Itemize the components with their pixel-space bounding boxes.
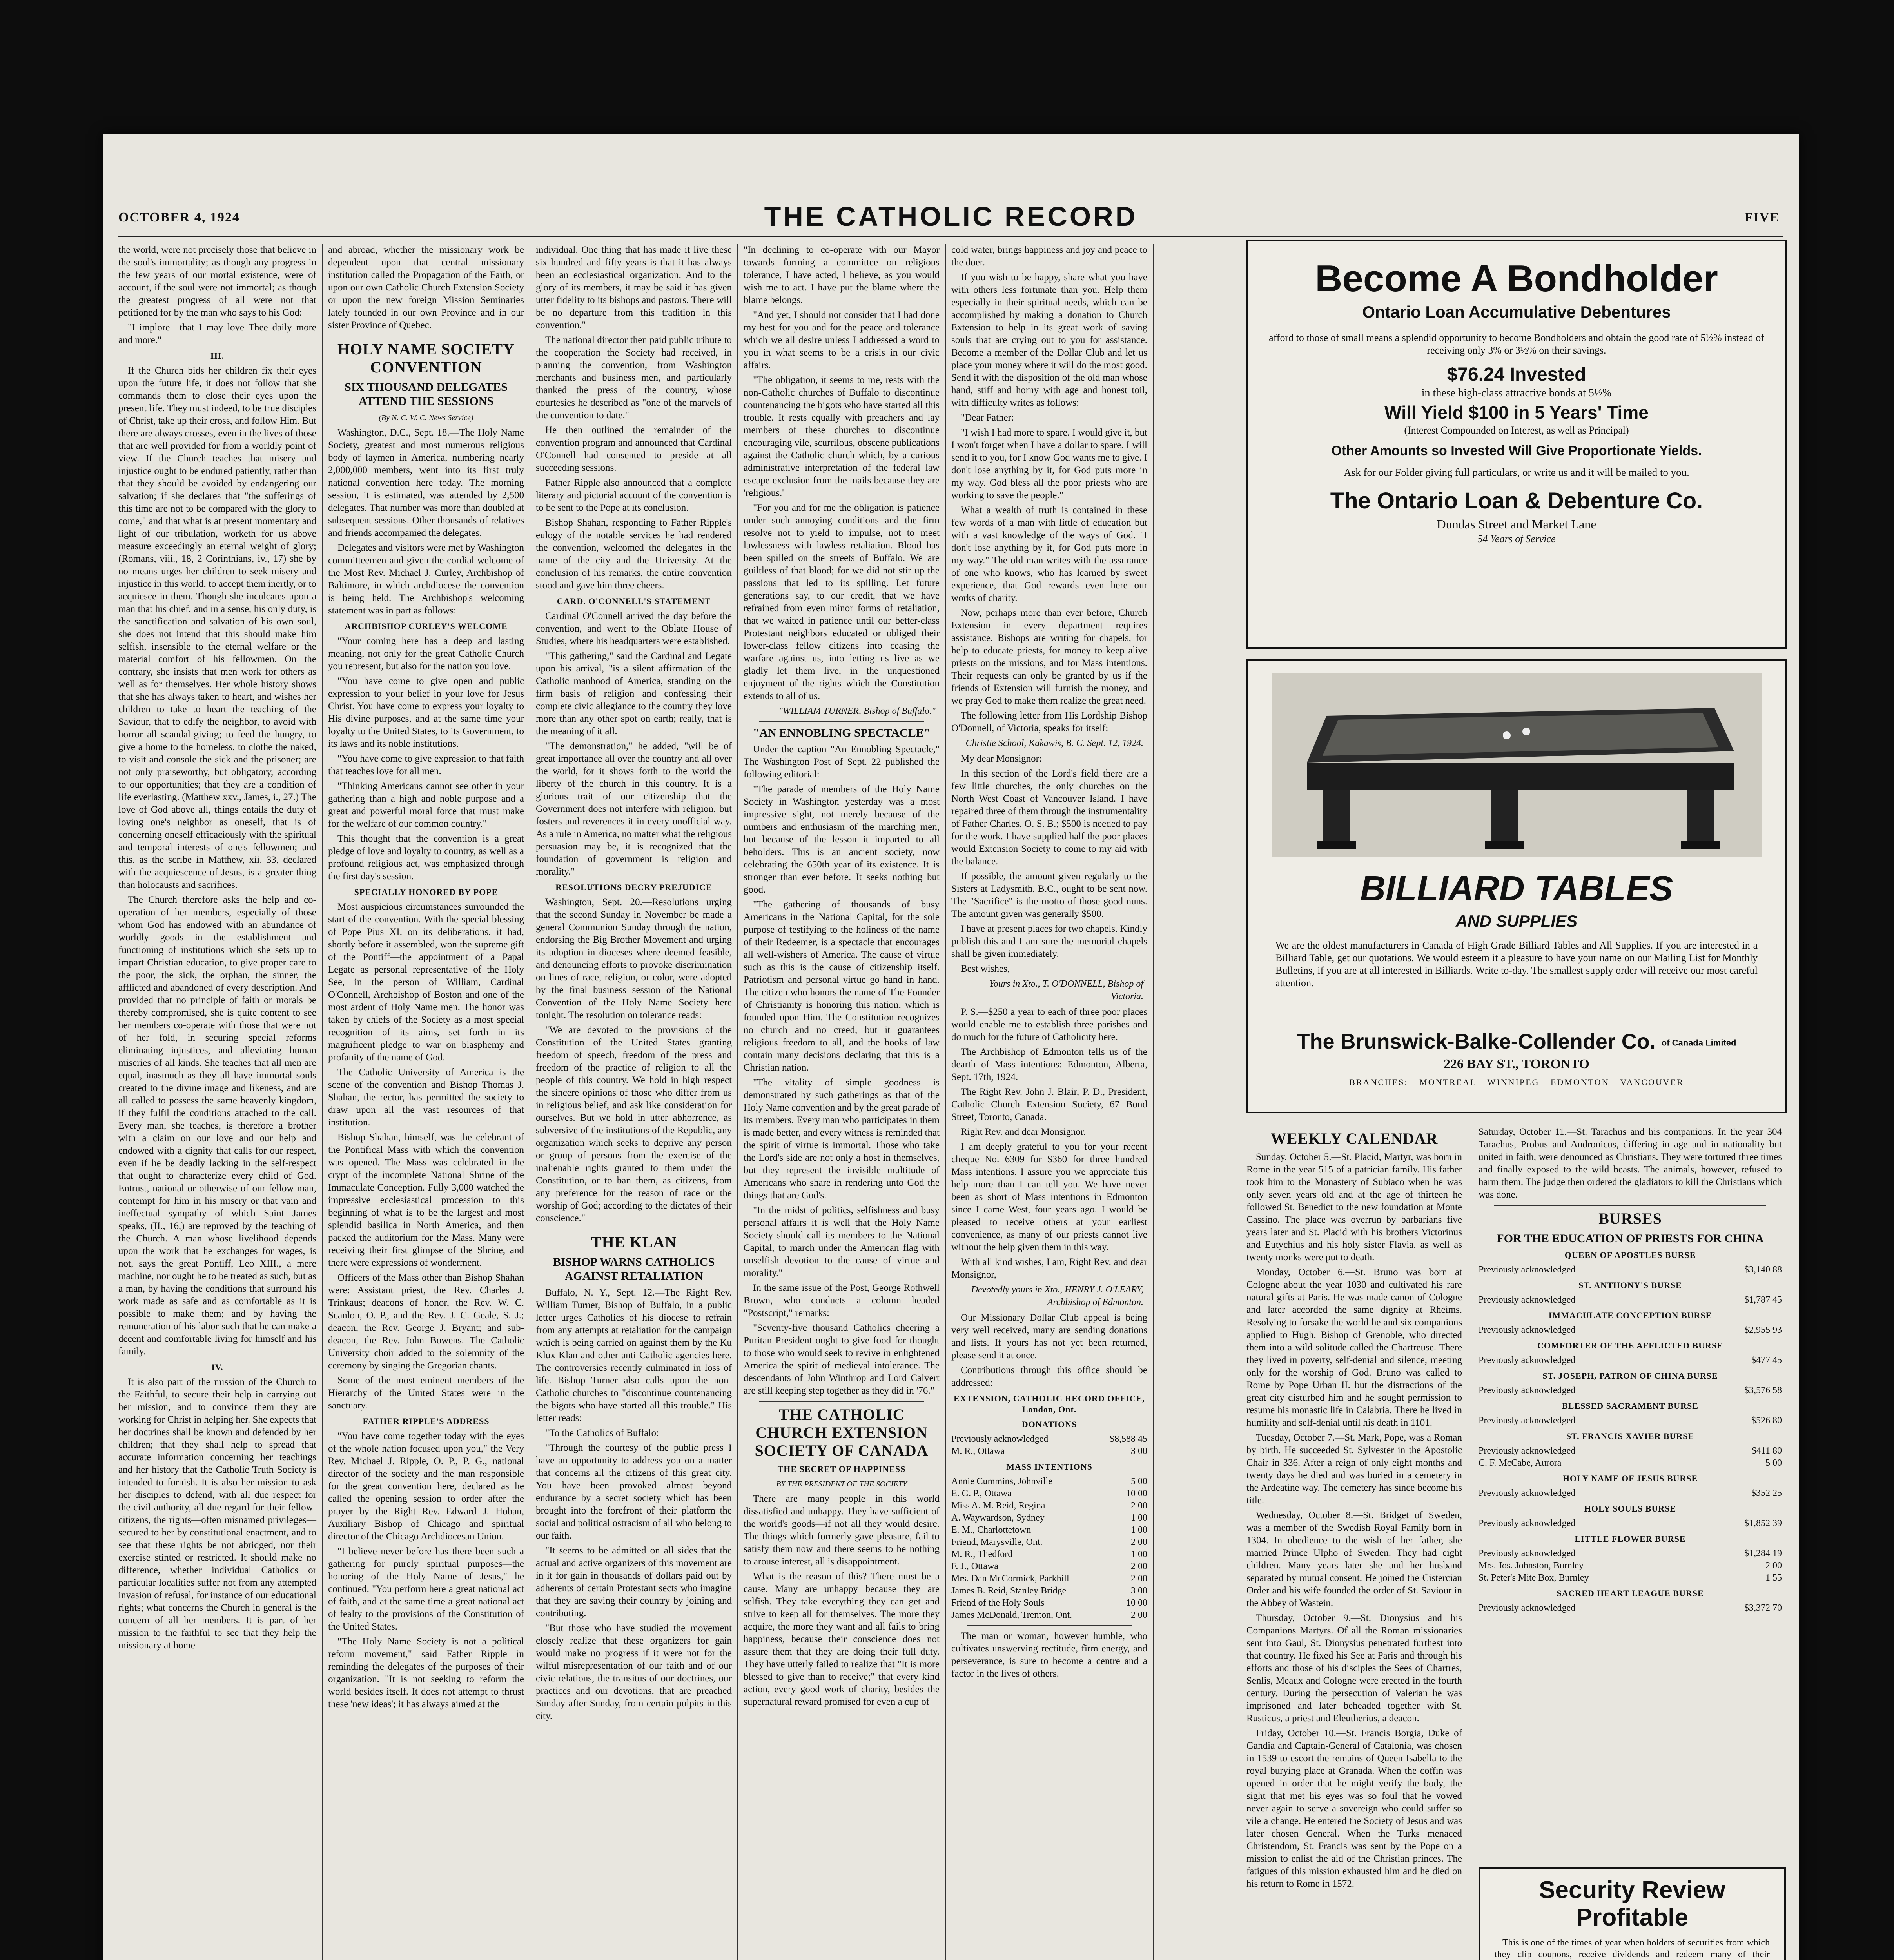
ledger-amount: 1 00 [1131, 1525, 1147, 1535]
ad-ask: Ask for our Folder giving full particulars, or write us and it will be mailed to you. [1344, 466, 1689, 478]
article-paragraph: "Dear Father: [961, 412, 1014, 423]
ledger-amount: $2,955 93 [1744, 1325, 1782, 1335]
article-paragraph: "But those who have studied the movement closely realize that these organizers for gain would make no progress if it were not for the wilful misrepresentation of our faith and of our civic relations, the transitus of our doctrines, our practices and our devotions, that are preached Sunday after Sunday, from certain pulpits in this city. [536, 1623, 732, 1721]
ad-company [1248, 1029, 1785, 1054]
article-paragraph: It is also part of the mission of the Church to the Faithful, to secure their help in carrying out her mission, and to convince them they are working for Christ in helping her. She expects that her doctrines shall be known and defended by her children; that they shall help to spread that accurate information concerning her teachings and her history that the Catholic Truth Society is intended to furnish. It is also her mission to ask her disciples to defend, with all due respect for the civil authority, all due regard for their fellow-citizens, the rights—often misnamed privileges—secured to her by constitutional enactment, and to see that these rights be not abridged, nor their exercise stinted or restricted. It should make no difference, whether individual Catholics or particular localities suffer not from any attempted invasion of refusal, for instance of our educational rights; what concerns the Church in general is the concern of all her members. It is part of her mission to the faithful to see that they help the missionary at home [118, 1377, 316, 1651]
mass-intention-row [951, 1585, 1147, 1597]
ad-ames-security-review [1479, 1867, 1786, 1960]
burse-title: HOLY NAME OF JESUS BURSE [1562, 1474, 1698, 1483]
article-paragraph: "In the midst of politics, selfishness and busy personal affairs it is well that the Holy Name Society should call its members to the National Capital, to march under the American flag with unselfish devotion to the cause of virtue and morality." [744, 1205, 940, 1278]
calendar-entry: Friday, October 10.—St. Francis Borgia, Duke of Gandia and Captain-General of Catalonia, was chosen in 1539 to escort the remains of Queen Isabella to the royal burying place at Granada. When the coffin was opened in order that he might verify the body, the sight that met his eyes was so foul that he vowed never again to serve a sovereign who could suffer so vile a change. He entered the Society of Jesus and was later chosen General. When the Turks menaced Christendom, St. Francis was sent by the Pope on a mission to enlist the aid of the Christian princes. The fatigues of this mission exhausted him and he died on his return to Rome in 1572. [1246, 1728, 1462, 1889]
ledger-amount: 1 00 [1131, 1513, 1147, 1523]
article-paragraph: Now, perhaps more than ever before, Church Extension in every department requires assistance. Bishops are writing for chapels, for help to educate priests, for money to keep alive priests on the missions, and for Mass intentions. Their requests can only be granted by us if the friends of Extension will furnish the money, and we pray God to make them realize the great need. [951, 608, 1147, 706]
calendar-entry: Thursday, October 9.—St. Dionysius and his Companions Martyrs. Of all the Roman missionaries sent into Gaul, St. Dionysius penetrated furthest into that country. He fixed his See at Paris and through his efforts and those of his disciples the Sees of Chartres, Senlis, Meaux and Cologne were erected in the fourth century. During the persecution of Valerian he was imprisoned and later beheaded together with St. Rusticus, a priest and Eleutherius, a deacon. [1246, 1613, 1462, 1724]
ad-ontario-loan [1246, 240, 1787, 649]
ad-address: 226 BAY ST., TORONTO [1444, 1057, 1589, 1071]
column-4 [744, 244, 946, 1960]
ledger-amount: 2 00 [1765, 1561, 1782, 1571]
mass-intention-row [951, 1573, 1147, 1585]
ledger-label: Previously acknowledged [1479, 1548, 1576, 1559]
issue-date: OCTOBER 4, 1924 [118, 210, 240, 225]
burse-row [1479, 1457, 1782, 1469]
subsection-heading: ARCHBISHOP CURLEY'S WELCOME [345, 621, 508, 631]
ledger-label: St. Peter's Mite Box, Burnley [1479, 1573, 1589, 1583]
burse-row [1479, 1517, 1782, 1530]
ledger-label: E. M., Charlottetown [951, 1525, 1031, 1535]
article-paragraph: "Your coming here has a deep and lasting meaning, not only for the great Catholic Church you represent, but also for the nation you love. [328, 636, 524, 671]
byline: (By N. C. W. C. News Service) [379, 414, 474, 422]
ad-branches: BRANCHES: MONTREAL WINNIPEG EDMONTON VANCOUVER [1349, 1077, 1684, 1087]
newspaper-page [103, 134, 1799, 1960]
subsection-heading: RESOLUTIONS DECRY PREJUDICE [555, 882, 712, 892]
burse-row [1479, 1572, 1782, 1584]
ad-billiard-tables [1246, 659, 1787, 1113]
divider [1494, 1205, 1766, 1206]
article-paragraph: "The Holy Name Society is not a political reform movement," said Father Ripple in reminding the delegates of the purposes of their organization. "It is not seeking to reform the world besides itself. It does not attempt to thrust these 'new ideas'; it has always aimed at the [328, 1636, 524, 1710]
ledger-label: Friend of the Holy Souls [951, 1598, 1045, 1608]
byline: BY THE PRESIDENT OF THE SOCIETY [776, 1480, 907, 1488]
burse-title: ST. FRANCIS XAVIER BURSE [1566, 1431, 1694, 1441]
ledger-label: A. Waywardson, Sydney [951, 1513, 1045, 1523]
article-paragraph: "It seems to be admitted on all sides that the actual and active organizers of this movement are in it for gain in thousands of dollars paid out by adherents of certain Protestant sects who imagine that they are saving their country by joining and contributing. [536, 1545, 732, 1619]
mass-intentions-list [951, 1475, 1147, 1621]
ledger-label: Previously acknowledged [1479, 1603, 1576, 1613]
ad-title: Security Review Profitable [1539, 1877, 1725, 1931]
burse-row [1479, 1602, 1782, 1614]
column-5 [951, 244, 1154, 1960]
article-paragraph: If possible, the amount given regularly to the Sisters at Ladysmith, B.C., ought to be sent now. The "Sacrifice" is the motto of those good nuns. The amount given was generally $500. [951, 871, 1147, 919]
burse-row [1479, 1445, 1782, 1457]
burse-title: IMMACULATE CONCEPTION BURSE [1548, 1310, 1712, 1320]
column-1 [118, 244, 323, 1960]
ledger-amount: 10 00 [1126, 1488, 1147, 1499]
ad-yield: Will Yield $100 in 5 Years' Time [1384, 402, 1649, 423]
article-paragraph: The Church therefore asks the help and co-operation of her members, especially of those whom God has endowed with an abundance of worldly goods in the establishment and functioning of institutions which she sets up to impart Christian education, to give proper care to the poor, the sick, the orphan, the sinner, the afflicted and abandoned of every description. And provided that no principle of faith or morals be thereby compromised, she is quite content to see her members co-operate with those that were not of her fold, in securing special reforms eliminating injustices, and alleviating human miseries of all kinds. She teaches that all men are equal, inasmuch as they all have immortal souls created to the divine image and likeness, and are all called to possess the same heavenly kingdom, if they fulfil the conditions attached to the call. Every man, she teaches, is therefore a brother with a claim on our love and our help and endowed with a dignity that calls for our respect, even if he be deadly lacking in the self-respect that ought to characterize every child of God. Entrust, national or otherwise of our fellow-man, contempt for him in his misery or that vain and ineffectual sympathy of which Saint James speaks, (II., 16,) are reproved by the teaching of the Church. A man whose livelihood depends upon the work that he exchanges for wages, is not, says the great Pontiff, Leo XIII., a mere machine, nor ought he to be treated as such, but as a man, by having the conditions that surround his work made as safe and as comfortable as it is possible to make them; and by having the remuneration of his labor such that he can make a decent and comfortable living for himself and his family. [118, 895, 316, 1357]
address-block: EXTENSION, CATHOLIC RECORD OFFICE, London, Ont. [954, 1394, 1145, 1414]
article-paragraph: The national director then paid public tribute to the cooperation the Society had received, in planning the convention, from Washington merchants and business men, and particularly thanked the press of the country, whose courtesies he described as "one of the marvels of the convention to date." [536, 335, 732, 421]
section-numeral: III. [210, 351, 225, 361]
donation-row [951, 1433, 1147, 1445]
ad-body [1495, 1937, 1770, 1960]
ad-amount: $76.24 Invested [1447, 364, 1586, 385]
column-weekly-calendar [1246, 1126, 1468, 1960]
donation-row [951, 1445, 1147, 1457]
ad-subtitle: AND SUPPLIES [1455, 912, 1578, 930]
article-paragraph: Bishop Shahan, responding to Father Ripple's eulogy of the notable services he had rendered the convention, welcomed the delegates in the name of the city and the University. At the conclusion of his remarks, the entire convention stood and gave him three cheers. [536, 517, 732, 591]
article-paragraph: The Catholic University of America is the scene of the convention and Bishop Thomas J. Shahan, the rector, has permitted the society to draw upon all the vast resources of that institution. [328, 1067, 524, 1128]
ledger-label: Annie Cummins, Johnville [951, 1476, 1052, 1486]
burse-row [1479, 1324, 1782, 1336]
burse-row [1479, 1294, 1782, 1306]
ledger-label: Previously acknowledged [1479, 1518, 1576, 1528]
article-paragraph: "You have come to give expression to that faith that teaches love for all men. [328, 753, 524, 777]
column-3 [536, 244, 738, 1960]
article-paragraph: I have at present places for two chapels. Kindly publish this and I am sure the memorial chapels shall be given immediately. [951, 924, 1147, 959]
ledger-label: Previously acknowledged [1479, 1488, 1576, 1498]
ledger-label: Previously acknowledged [1479, 1295, 1576, 1305]
article-paragraph: What a wealth of truth is contained in these few words of a man with little of education but with a vast knowledge of the ways of God. "I don't lose anything by it, for God puts more in my way." The old man writes with the assurance of one who knows, who has learned by sweet experience, that God rewards even here our works of charity. [951, 505, 1147, 603]
article-paragraph: Right Rev. and dear Monsignor, [961, 1127, 1086, 1137]
calendar-entry: Tuesday, October 7.—St. Mark, Pope, was a Roman by birth. He succeeded St. Sylvester in the Apostolic Chair in 336. After a reign of only eight months and twenty days he died and was buried in a cemetery in the Ardeatine way. The cemetery has since become his title. [1246, 1432, 1462, 1506]
burse-title: ST. JOSEPH, PATRON OF CHINA BURSE [1542, 1371, 1718, 1381]
burse-row [1479, 1560, 1782, 1572]
article-paragraph: He then outlined the remainder of the convention program and announced that Cardinal O'Connell had consented to preside at all succeeding sessions. [536, 425, 732, 473]
ad-proportionate: Other Amounts so Invested Will Give Proportionate Yields. [1331, 443, 1702, 458]
ledger-amount: 2 00 [1131, 1573, 1147, 1584]
ledger-label: M. R., Ottawa [951, 1446, 1005, 1456]
mass-intention-row [951, 1536, 1147, 1548]
burse-row [1479, 1548, 1782, 1560]
ledger-label: Previously acknowledged [951, 1434, 1049, 1444]
subheadline: THE SECRET OF HAPPINESS [777, 1464, 906, 1474]
burses-subheading: FOR THE EDUCATION OF PRIESTS FOR CHINA [1497, 1232, 1764, 1245]
ledger-amount: $477 45 [1751, 1355, 1782, 1365]
article-paragraph: The Archbishop of Edmonton tells us of the dearth of Mass intentions: Edmonton, Alberta, Sept. 17th, 1924. [951, 1047, 1147, 1082]
ledger-amount: 2 00 [1131, 1610, 1147, 1620]
ledger-amount: 1 00 [1131, 1549, 1147, 1559]
subsection-heading: FATHER RIPPLE'S ADDRESS [363, 1416, 490, 1426]
ledger-amount: $3,576 58 [1744, 1385, 1782, 1396]
ad-address: Dundas Street and Market Lane [1437, 517, 1596, 531]
burses-heading: BURSES [1598, 1210, 1662, 1227]
article-paragraph: My dear Monsignor: [961, 753, 1042, 764]
ad-company: The Ontario Loan & Debenture Co. [1330, 488, 1703, 514]
ledger-amount: $3,372 70 [1744, 1603, 1782, 1613]
column-2 [328, 244, 530, 1960]
article-paragraph: "I believe never before has there been such a gathering for purely spiritual purposes—the honoring of the Holy Name of Jesus," he continued. "You perform here a great national act of faith, and at the same time a great national act of fealty to the provisions of the Constitution of the United States. [328, 1546, 524, 1632]
article-paragraph: "You have come together today with the eyes of the whole nation focused upon you," the Very Rev. Michael J. Ripple, O. P., P. G., national director of the society and the man responsible for the great convention here, declared as he called the opening session to order after the prayer by the Right Rev. Edward J. Hoban, Auxiliary Bishop of Chicago and spiritual director of the Chicago Archdiocesan Union. [328, 1431, 524, 1542]
subheadline: BISHOP WARNS CATHOLICS AGAINST RETALIATION [553, 1256, 715, 1283]
subsection-heading: CARD. O'CONNELL'S STATEMENT [557, 596, 711, 606]
article-paragraph: With all kind wishes, I am, Right Rev. and dear Monsignor, [951, 1257, 1147, 1280]
ad-subtitle: Ontario Loan Accumulative Debentures [1362, 303, 1671, 321]
article-paragraph: Bishop Shahan, himself, was the celebrant of the Pontifical Mass with which the convention was opened. The Mass was celebrated in the crypt of the incomplete National Shrine of the Immaculate Conception. Fully 3,000 watched the impressive ecclesiastical procession to this beginning of what is to be the largest and most splendid basilica in North America, and then packed the auditorium for the Mass. Many were receiving their first glimpse of the Shrine, and there were expressions of wonderment. [328, 1132, 524, 1268]
ad-title: BILLIARD TABLES [1360, 869, 1673, 908]
company-suffix: of Canada Limited [1661, 1038, 1736, 1048]
ledger-label: E. G. P., Ottawa [951, 1488, 1012, 1499]
column-burses [1479, 1126, 1782, 1857]
ledger-label: Friend, Marysville, Ont. [951, 1537, 1043, 1547]
article-paragraph: "Through the courtesy of the public press I have an opportunity to address you on a matter that concerns all the citizens of this great city. You have been provoked almost beyond endurance by a secret society which has been brought into the forefront of their platform the social and political ostracism of all who belong to our faith. [536, 1443, 732, 1541]
ledger-label: Previously acknowledged [1479, 1446, 1576, 1456]
signature: Devotedly yours in Xto., HENRY J. O'LEARY, Archbishop of Edmonton. [971, 1285, 1143, 1307]
article-paragraph: "The gathering of thousands of busy Americans in the National Capital, for the sole purpose of testifying to the holiness of the name of their Redeemer, is a spectacle that encourages all well-wishers of America. The cause of virtue such as this is the cause of citizenship itself. Patriotism and personal virtue go hand in hand. The citizen who honors the name of The Founder of Christianity is honoring this nation, which is founded upon Him. The Constitution recognizes no church and no creed, but it guarantees religious freedom to all, and the books of law contain many decisions declaring that this is a Christian nation. [744, 899, 940, 1073]
article-paragraph: Under the caption "An Ennobling Spectacle," The Washington Post of Sept. 22 published the following editorial: [744, 744, 940, 780]
ledger-label: James B. Reid, Stanley Bridge [951, 1586, 1067, 1596]
burse-row [1479, 1415, 1782, 1427]
ad-paragraph: This is one of the times of year when holders of securities from which they clip coupons, receive dividends and redeem many of their [1495, 1938, 1770, 1960]
article-paragraph: "Thinking Americans cannot see other in your gathering than a high and noble purpose and a great and powerful moral force that must make for the welfare of our common country." [328, 781, 524, 829]
company-name: The Brunswick-Balke-Collender Co. [1297, 1030, 1656, 1053]
billiard-table-illustration [1272, 673, 1762, 857]
mass-intention-row [951, 1512, 1147, 1524]
mass-intention-row [951, 1561, 1147, 1573]
ledger-amount: $1,852 39 [1744, 1518, 1782, 1528]
ledger-amount: 5 00 [1131, 1476, 1147, 1486]
ledger-label: Previously acknowledged [1479, 1385, 1576, 1396]
ad-note: (Interest Compounded on Interest, as well as Principal) [1404, 425, 1629, 436]
ledger-label: James McDonald, Trenton, Ont. [951, 1610, 1072, 1620]
article-paragraph: The man or woman, however humble, who cultivates unswerving rectitude, firm energy, and perseverance, is sure to become a centre and a factor in the lives of others. [951, 1631, 1147, 1679]
ledger-amount: 5 00 [1765, 1458, 1782, 1468]
article-paragraph: and abroad, whether the missionary work be dependent upon that central missionary institution called the Propagation of the Faith, or upon our own Catholic Church Extension Society or upon the new foreign Mission Seminaries lately founded in our own Province and in our sister Province of Quebec. [328, 245, 524, 330]
ledger-amount: 1 55 [1765, 1573, 1782, 1583]
subsection-heading: SPECIALLY HONORED BY POPE [354, 887, 498, 897]
article-paragraph: Most auspicious circumstances surrounded the start of the convention. With the special blessing of Pope Pius XI. on its deliberations, it had, shortly before it assembled, won the supreme gift of the Pontiff—the appointment of a Papal Legate as personal representative of the Holy See, in the person of William, Cardinal O'Connell, Archbishop of Boston and one of the most ardent of Holy Name men. The honor was taken by chiefs of the Society as a most special recognition of its aims, set forth in its magnificent pledge to war on blasphemy and profanity of the name of God. [328, 902, 524, 1063]
ledger-amount: $526 80 [1751, 1416, 1782, 1426]
article-paragraph: "To the Catholics of Buffalo: [545, 1428, 659, 1438]
signature: Yours in Xto., T. O'DONNELL, Bishop of Victoria. [989, 979, 1143, 1002]
ledger-amount: 3 00 [1131, 1586, 1147, 1596]
mass-intention-row [951, 1609, 1147, 1621]
article-paragraph: Father Ripple also announced that a complete literary and pictorial account of the convention is to be sent to the Pope at its conclusion. [536, 477, 732, 513]
burses-list [1479, 1250, 1782, 1614]
article-paragraph: "I wish I had more to spare. I would give it, but I won't forget when I have a dollar to spare. I will send it to you, for I know God wants me to give. I don't lose anything by it, for God puts more in my way. God bless all the poor priests who are working to save the people." [951, 427, 1147, 501]
article-paragraph: Contributions through this office should be addressed: [951, 1365, 1147, 1388]
article-paragraph: "This gathering," said the Cardinal and Legate upon his arrival, "is a silent affirmation of the Catholic manhood of America, standing on the firm basis of religion and confessing their complete civic allegiance to the country they love more than any other spot on earth; really, that is the meaning of it all. [536, 651, 732, 737]
headline-weekly-calendar: WEEKLY CALENDAR [1270, 1130, 1438, 1147]
article-paragraph: If you wish to be happy, share what you have with others less fortunate than you. Help them especially in their spiritual needs, which can be accomplished by making a donation to Church Extension to help in its great work of saving souls that are crying out to you for assistance. Become a member of the Dollar Club and let us place your money where it will do the most good. Send it with the disposition of the old man whose hand, stiff and horny with age and honest toil, with difficulty writes as follows: [951, 272, 1147, 408]
ledger-label: Previously acknowledged [1479, 1416, 1576, 1426]
mass-intention-row [951, 1597, 1147, 1609]
headline-holy-name: HOLY NAME SOCIETY CONVENTION [337, 340, 515, 376]
article-paragraph: "The obligation, it seems to me, rests with the non-Catholic churches of Buffalo to discontinue countenancing the bigots who have started all this trouble. It rests equally with preachers and lay members of these churches to discontinue encouraging vile, scurrilous, obscene publications against the Catholic church which, by a curious administrative interpretation of the federal law escape exclusion from the mails because they are 'religious.' [744, 375, 940, 498]
ad-years: 54 Years of Service [1477, 533, 1556, 544]
article-paragraph: the world, were not precisely those that believe in the soul's immortality; as though any progress in the few years of our mortal existence, were of account, if the soul were not immortal; as though the greatest progress of all were not that petitioned for by the man who says to his God: [118, 245, 316, 318]
ad-title: Become A Bondholder [1315, 258, 1718, 299]
ledger-amount: $352 25 [1751, 1488, 1782, 1498]
section-numeral: IV. [211, 1362, 223, 1372]
ledger-label: C. F. McCabe, Aurora [1479, 1458, 1562, 1468]
calendar-entry: Saturday, October 11.—St. Tarachus and his companions. In the year 304 Tarachus, Probus and Andronicus, differing in age and in nationality but united in faith, were denounced as Christians. They were tortured three times and finally exposed to the wild beasts. The animals, however, refused to harm them. The judge then ordered the gladiators to kill the Christians which was done. [1479, 1127, 1782, 1200]
article-paragraph: "Seventy-five thousand Catholics cheering a Puritan President ought to give food for thought to those who would seek to revive in enlightened America the spirit of medieval intolerance. The descendants of John Winthrop and Lord Calvert are still keeping step together as they did in '76." [744, 1323, 940, 1396]
mass-intentions-heading: MASS INTENTIONS [1006, 1462, 1092, 1472]
article-paragraph: "In declining to co-operate with our Mayor towards forming a committee on religious tolerance, I have acted, I believe, as you would wish me to act. I have put the blame where the blame belongs. [744, 245, 940, 305]
article-paragraph: There are many people in this world dissatisfied and unhappy. They have sufficient of the world's goods—if not all they would desire. The things which formerly gave pleasure, fail to satisfy them now and there seems to be nothing to arouse interest, all is disappointment. [744, 1494, 940, 1567]
article-paragraph: "You have come to give open and public expression to your belief in your love for Jesus Christ. You have come to express your loyalty to His divine purposes, and at the same time your loyalty to the United States, to its Government, to its laws and its noble institutions. [328, 676, 524, 749]
ledger-amount: $411 80 [1751, 1446, 1782, 1456]
ledger-label: Miss A. M. Reid, Regina [951, 1501, 1045, 1511]
newspaper-title: THE CATHOLIC RECORD [764, 201, 1138, 232]
ledger-amount: $1,284 19 [1744, 1548, 1782, 1559]
divider [967, 1625, 1132, 1626]
ledger-amount: 2 00 [1131, 1537, 1147, 1547]
ledger-label: Previously acknowledged [1479, 1355, 1576, 1365]
article-paragraph: Cardinal O'Connell arrived the day before the convention, and went to the Oblate House of Studies, where his headquarters were established. [536, 611, 732, 646]
article-paragraph: The Right Rev. John J. Blair, P. D., President, Catholic Church Extension Society, 67 Bond Street, Toronto, Canada. [951, 1087, 1147, 1122]
ledger-amount: 2 00 [1131, 1501, 1147, 1511]
article-paragraph: Delegates and visitors were met by Washington committeemen and given the cordial welcome of the Most Rev. Michael J. Curley, Archbishop of Baltimore, in which archdiocese the convention is being held. The Archbishop's welcoming statement was in part as follows: [328, 543, 524, 616]
burse-title: COMFORTER OF THE AFFLICTED BURSE [1537, 1341, 1723, 1350]
ledger-label: Previously acknowledged [1479, 1265, 1576, 1275]
article-paragraph: "The demonstration," he added, "will be of great importance all over the country and all over the world, for it shows forth to the world the liberty of the church in this country. It is a glorious trait of our citizenship that the Government does not interfere with religion, but fosters and reverences it in every unofficial way. As a rule in America, no matter what the religious persuasion may be, it is recognized that the foundation of government is religion and morality." [536, 741, 732, 877]
headline-klan: THE KLAN [591, 1233, 677, 1251]
calendar-entry: Sunday, October 5.—St. Placid, Martyr, was born in Rome in the year 515 of a patrician family. His father took him to the Monastery of Subiaco when he was only seven years old and at the age of thirteen he followed St. Benedict to the new foundation at Monte Cassino. The place was overrun by barbarians five years later and St. Placid with his brothers Victorinus and Eutychius and his holy sister Flavia, as well as twenty monks were put to death. [1246, 1152, 1462, 1263]
burse-title: ST. ANTHONY'S BURSE [1578, 1280, 1682, 1290]
article-paragraph: Buffalo, N. Y., Sept. 12.—The Right Rev. William Turner, Bishop of Buffalo, in a public letter urges Catholics of his diocese to refrain from any attempts at retaliation for the campaign which is being carried on against them by the Ku Klux Klan and other anti-Catholic agencies here. The controversies recently culminated in loss of life. Bishop Turner also calls upon the non-Catholic churches to "discontinue countenancing the bigots who have started all this trouble." His letter reads: [536, 1287, 732, 1423]
article-paragraph: In the same issue of the Post, George Rothwell Brown, who conducts a column headed "Postscript," remarks: [744, 1283, 940, 1318]
ledger-amount: $1,787 45 [1744, 1295, 1782, 1305]
article-paragraph: individual. One thing that has made it live these six hundred and fifty years is that it has always been an ecclesiastical organization. And to the glory of its members, it may be said it has given utter fidelity to its bishops and pastors. There will be no departure from this tradition in this convention." [536, 245, 732, 330]
ledger-label: M. R., Thedford [951, 1549, 1013, 1559]
mass-intention-row [951, 1475, 1147, 1488]
subheadline: SIX THOUSAND DELEGATES ATTEND THE SESSIONS [345, 381, 508, 408]
divider [759, 721, 924, 722]
mass-intention-row [951, 1524, 1147, 1536]
letter-heading: Christie School, Kakawis, B. C. Sept. 12, 1924. [965, 738, 1143, 748]
calendar-entry: Wednesday, October 8.—St. Bridget of Sweden, was a member of the Swedish Royal Family born in 1304. In obedience to the wish of her father, she married Prince Ulpho of Sweden. They had eight children. Many years later she and her husband separated by mutual consent. He joined the Cistercian Order and his wife founded the order of St. Saviour in the Abbey of Wastein. [1246, 1510, 1462, 1608]
masthead [118, 201, 1783, 238]
ledger-label: Previously acknowledged [1479, 1325, 1576, 1335]
signature: "WILLIAM TURNER, Bishop of Buffalo." [778, 706, 936, 716]
ledger-amount: 10 00 [1126, 1598, 1147, 1608]
burse-title: BLESSED SACRAMENT BURSE [1562, 1401, 1698, 1411]
mass-intention-row [951, 1500, 1147, 1512]
article-paragraph: I am deeply grateful to you for your recent cheque No. 6309 for $360 for three hundred Mass intentions. I assure you we appreciate this help more than I can tell you. We have never been as short of Mass intentions in Edmonton since I came West, four years ago. I would be pleased to receive others at your earliest convenience, as many of our priests cannot live without the help given them in this way. [951, 1142, 1147, 1252]
burse-title: LITTLE FLOWER BURSE [1575, 1534, 1686, 1544]
article-paragraph: "The vitality of simple goodness is demonstrated by such gatherings as that of the Holy Name convention and by the great parade of its members. Every man who participates in them is made better, and every witness is reminded that the spirit of virtue is immortal. Those who take the Lord's side are not only a host in themselves, but they represent the invisible multitude of Americans who share in rendering unto God the things that are God's. [744, 1077, 940, 1201]
article-paragraph: Best wishes, [961, 964, 1010, 974]
calendar-entry: Monday, October 6.—St. Bruno was born at Cologne about the year 1030 and cultivated his rare natural gifts at Paris. He was made canon of Cologne and later accorded the same dignity at Rheims. Resolving to forsake the world he and six companions applied to Hugh, Bishop of Grenoble, who directed them into a wild solitude called the Chartreuse. There they lived in poverty, self-denial and silence, meeting only for the worship of God. Bruno was called to Rome by Pope Urban II. but the distractions of the great city disturbed him and he sought permission to resume his monastic life in Calabria. There he lived in humility and self-denial until his death in 1101. [1246, 1267, 1462, 1428]
burse-title: SACRED HEART LEAGUE BURSE [1557, 1588, 1704, 1598]
article-paragraph: What is the reason of this? There must be a cause. Many are unhappy because they are selfish. They take everything they can get and strive to keep all for themselves. The more they acquire, the more they want and all fails to bring happiness, because their conscience does not assure them that they are doing their full duty. They have utterly failed to realize that "It is more blessed to give than to receive;" that every kind action, every good work of charity, besides the supernatural reward promised for even a cup of [744, 1571, 940, 1707]
article-paragraph: Some of the most eminent members of the Hierarchy of the United States were in the sanctuary. [328, 1375, 524, 1411]
ad-body: afford to those of small means a splendid opportunity to become Bondholders and obtain the good rate of 5½% instead of receiving only 3% or 3½% on their savings. [1269, 332, 1764, 356]
article-paragraph: Officers of the Mass other than Bishop Shahan were: Assistant priest, the Rev. Charles J. Trinkaus; deacons of honor, the Rev. W. C. Scanlon, O. P., and the Rev. J. C. Geale, S. J.; deacon, the Rev. George J. Bryant; and sub-deacon, the Rev. John Bowens. The Catholic University choir added to the solemnity of the ceremony by singing the Gregorian chants. [328, 1272, 524, 1371]
article-paragraph: Washington, D.C., Sept. 18.—The Holy Name Society, greatest and most numerous religious body of laymen in America, numbering nearly 2,000,000 members, went into its first truly national convention here today. The morning session, it is estimated, was attended by 2,500 delegates. That number was more than doubled at subsequent sessions. Other thousands of relatives and friends accompanied the delegates. [328, 427, 524, 538]
ledger-amount: $8,588 45 [1110, 1434, 1147, 1444]
donations-list [951, 1433, 1147, 1457]
ledger-amount: $3,140 88 [1744, 1265, 1782, 1275]
divider [759, 1401, 924, 1402]
article-paragraph: This thought that the convention is a great pledge of love and loyalty to country, as well as a profound religious act, was emphasized through the first day's session. [328, 833, 524, 882]
article-paragraph: In this section of the Lord's field there are a few little churches, the only churches on the North West Coast of Vancouver Island. I have repaired three of them through the instrumentality of Father Charles, O. S. B.; $500 is needed to pay for the work. I have supplied half the poor places would Extension Society to come to my aid with the balance. [951, 768, 1147, 867]
article-paragraph: "The parade of members of the Holy Name Society in Washington yesterday was a most impressive sight, not merely because of the numbers and enthusiasm of the marching men, but because of the lesson it imparted to all beholders. This is an ancient society, now celebrating the 650th year of its existence. It is stronger than ever before. It seeks nothing but good. [744, 784, 940, 895]
ad-rate: in these high-class attractive bonds at 5½% [1421, 387, 1612, 399]
page-number: FIVE [1744, 210, 1780, 225]
burse-row [1479, 1264, 1782, 1276]
article-paragraph: "For you and for me the obligation is patience under such annoying conditions and the firm resolve not to yield to impulse, not to meet lawlessness with lawless retaliation. Blood has been spilled on the streets of Buffalo. We are guiltless of that blood; for we did not stir up the passions that led to its spilling. Let future generations say, to our credit, that we have refrained from even minor forms of retaliation, that we waited in patience until our better-class Protestant neighbors educated or obliged their lower-class fellow citizens into ceasing the warfare against us, into letting us live as we gladly let them live, in the unquestioned enjoyment of the rights which the Constitution extends to all of us. [744, 503, 940, 701]
donations-heading: DONATIONS [1021, 1419, 1077, 1429]
ledger-label: Mrs. Dan McCormick, Parkhill [951, 1573, 1069, 1584]
article-paragraph: Our Missionary Dollar Club appeal is being very well received, many are sending donations and lists. If yours has not yet been returned, please send it at once. [951, 1312, 1147, 1361]
ledger-amount: 3 00 [1131, 1446, 1147, 1456]
ledger-label: F. J., Ottawa [951, 1561, 999, 1572]
article-paragraph: P. S.—$250 a year to each of three poor places would enable me to establish three parishes and do much for the future of Catholicity here. [951, 1007, 1147, 1042]
article-paragraph: If the Church bids her children fix their eyes upon the future life, it does not follow that she commands them to close their eyes upon the present life. They must indeed, to be true disciples of Christ, take up their cross, and follow Him. But there are always crosses, even in the lives of those that are well provided for from a worldly point of view. If the Church teaches that misery and injustice ought to be endured patiently, rather than that they should be avoided by endangering our salvation; if she declares that "the sufferings of this time are not to be compared with the glory to come," and that what is at present momentary and light of our tribulation, worketh for us above measure exceedingly an eternal weight of glory; (Romans, viii., 18, 2 Corinthians, iv., 17) she by no means urges her children to seek misery and injustice in this world, to accept them inertly, or to acquiesce in them. Though she inculcates upon a man that his chief, and in a sense, his only duty, is the sanctification and salvation of his own soul, she does not intend that this should make him selfish, insensible to the eternal welfare or the material comfort of his fellowmen. On the contrary, she insists that men work for others as well as for themselves. Her whole history shows that she has always taken to heart, and wishes her children to take to heart the teaching of the Saviour, that to edify the neighbor, to avoid with horror all scandal-giving; to feed the hungry, to give a home to the homeless, to clothe the naked, to visit and console the sick and the prisoner; are not only praiseworthy, but obligatory, according to our opportunities; that they are a condition of life everlasting. (Matthew xxv., James, i., 27.) The love of God above all, things entails the duty of loving one's neighbor as oneself, that is of concerning oneself efficaciously with the spiritual and temporal interests of one's fellowmen; and this, as the scribe in Matthew, xii. 33, declared with the acquiescence of Jesus, is a greater thing than holocausts and sacrifices. [118, 365, 316, 890]
burse-row [1479, 1385, 1782, 1397]
ledger-amount: 2 00 [1131, 1561, 1147, 1572]
burse-title: HOLY SOULS BURSE [1584, 1504, 1676, 1514]
ledger-label: Mrs. Jos. Johnston, Burnley [1479, 1561, 1584, 1571]
article-paragraph: "We are devoted to the provisions of the Constitution of the United States granting freedom of speech, freedom of the press and freedom of the practice of religion to all the people of this country. We hold in high respect the sincere opinions of those who differ from us in religious belief, and ask like consideration for ourselves. But we hold in utter abhorrence, as subversive of the institutions of the Republic, any organization which seeks to deprive any person or group of persons from the exercise of the inalienable rights granted to them under the Constitution, or to ban them, as citizens, from any preference for the reason of race or the worship of God; according to the dictates of their conscience." [536, 1025, 732, 1223]
headline-ennobling-spectacle: "AN ENNOBLING SPECTACLE" [753, 726, 931, 739]
burse-row [1479, 1487, 1782, 1499]
ad-body: We are the oldest manufacturers in Canada of High Grade Billiard Tables and All Supplies. If you are interested in a Billiard Table, get our quotations. We would esteem it a pleasure to have your name on our Mailing List for Monthly Bulletins, if you are at all interested in Billiards. Write to-day. The smallest supply order will receive our most careful attention. [1275, 940, 1758, 989]
mass-intention-row [951, 1548, 1147, 1561]
mass-intention-row [951, 1488, 1147, 1500]
article-paragraph: cold water, brings happiness and joy and peace to the doer. [951, 245, 1147, 268]
article-paragraph: Washington, Sept. 20.—Resolutions urging that the second Sunday in November be made a general Communion Sunday through the nation, endorsing the Big Brother Movement and urging its adoption in dioceses where deemed feasible, and denouncing efforts to provoke discrimination on lines of race, religion, or color, were adopted by the final business session of the National Convention of the Holy Name Society here tonight. The resolution on tolerance reads: [536, 897, 732, 1020]
article-paragraph: The following letter from His Lordship Bishop O'Donnell, of Victoria, speaks for itself: [951, 710, 1147, 733]
article-paragraph: "And yet, I should not consider that I had done my best for you and for the peace and tolerance which we all desire unless I addressed a word to you in what seems to be a crisis in our civic affairs. [744, 310, 940, 370]
article-quote: "I implore—that I may love Thee daily more and more." [118, 322, 316, 345]
headline-extension-society: THE CATHOLIC CHURCH EXTENSION SOCIETY OF CANADA [755, 1406, 929, 1459]
burse-title: QUEEN OF APOSTLES BURSE [1564, 1250, 1696, 1260]
burse-row [1479, 1354, 1782, 1367]
